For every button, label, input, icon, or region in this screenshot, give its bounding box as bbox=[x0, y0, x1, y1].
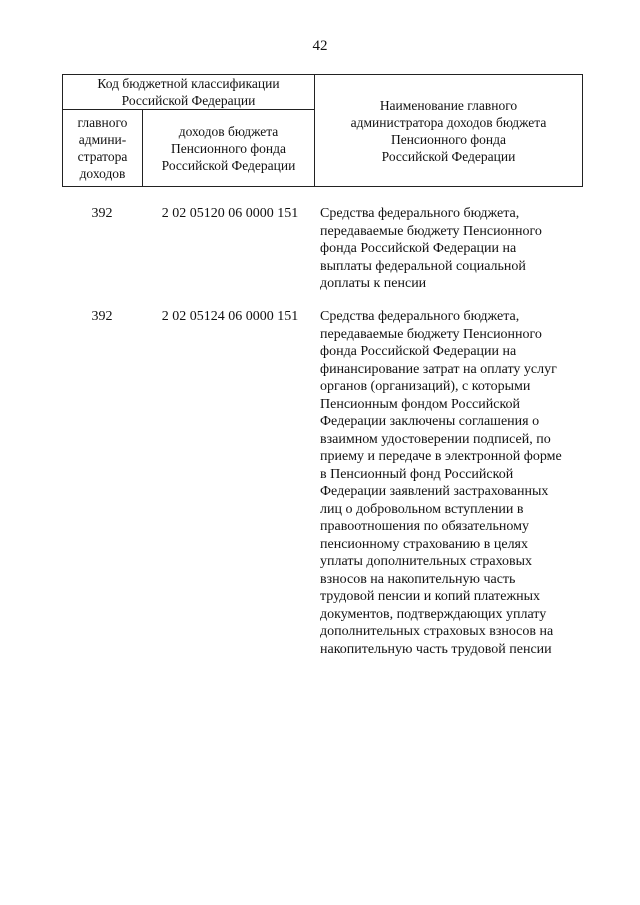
name-column-header bbox=[315, 75, 583, 187]
admin-column-header bbox=[63, 110, 143, 187]
classification-group-label: Код бюджетной классификации Российской Федерации bbox=[97, 76, 280, 108]
income-name: Средства федерального бюджета, передаваемые бюджету Пенсионного фонда Российской Федерации на финансирование затрат на оплату услуг органов (организаций), с которыми Пенсионным фондом Российской Федерации заключены соглашения о взаимном удостоверении подписей, по приему и передаче в электронной форме в Пенсионный фонд Российской Федерации заявлений застрахованных лиц о добровольном вступлении в правоотношения по обязательному пенсионному страхованию в целях уплаты дополнительных страховых взносов на накопительную часть трудовой пенсии и копий платежных документов, подтверждающих уплату дополнительных страховых взносов на накопительную часть трудовой пенсии bbox=[320, 309, 562, 657]
admin-column-label: главного админи- стратора доходов bbox=[77, 115, 128, 181]
header-table bbox=[62, 74, 583, 187]
income-column-label: доходов бюджета Пенсионного фонда Российской Федерации bbox=[161, 123, 296, 173]
income-code: 2 02 05124 06 0000 151 bbox=[161, 309, 299, 324]
classification-group-header bbox=[63, 75, 315, 110]
income-code: 2 02 05120 06 0000 151 bbox=[161, 206, 299, 221]
income-column-header bbox=[143, 110, 315, 187]
admin-code: 392 bbox=[91, 309, 113, 324]
income-name: Средства федерального бюджета, передаваемые бюджету Пенсионного фонда Российской Федерации на выплаты федеральной социальной доплаты к пенсии bbox=[320, 206, 542, 291]
page-number: 42 bbox=[312, 38, 328, 54]
admin-code: 392 bbox=[91, 206, 113, 221]
name-column-label: Наименование главного администратора доходов бюджета Пенсионного фонда Российской Федерации bbox=[350, 97, 547, 164]
